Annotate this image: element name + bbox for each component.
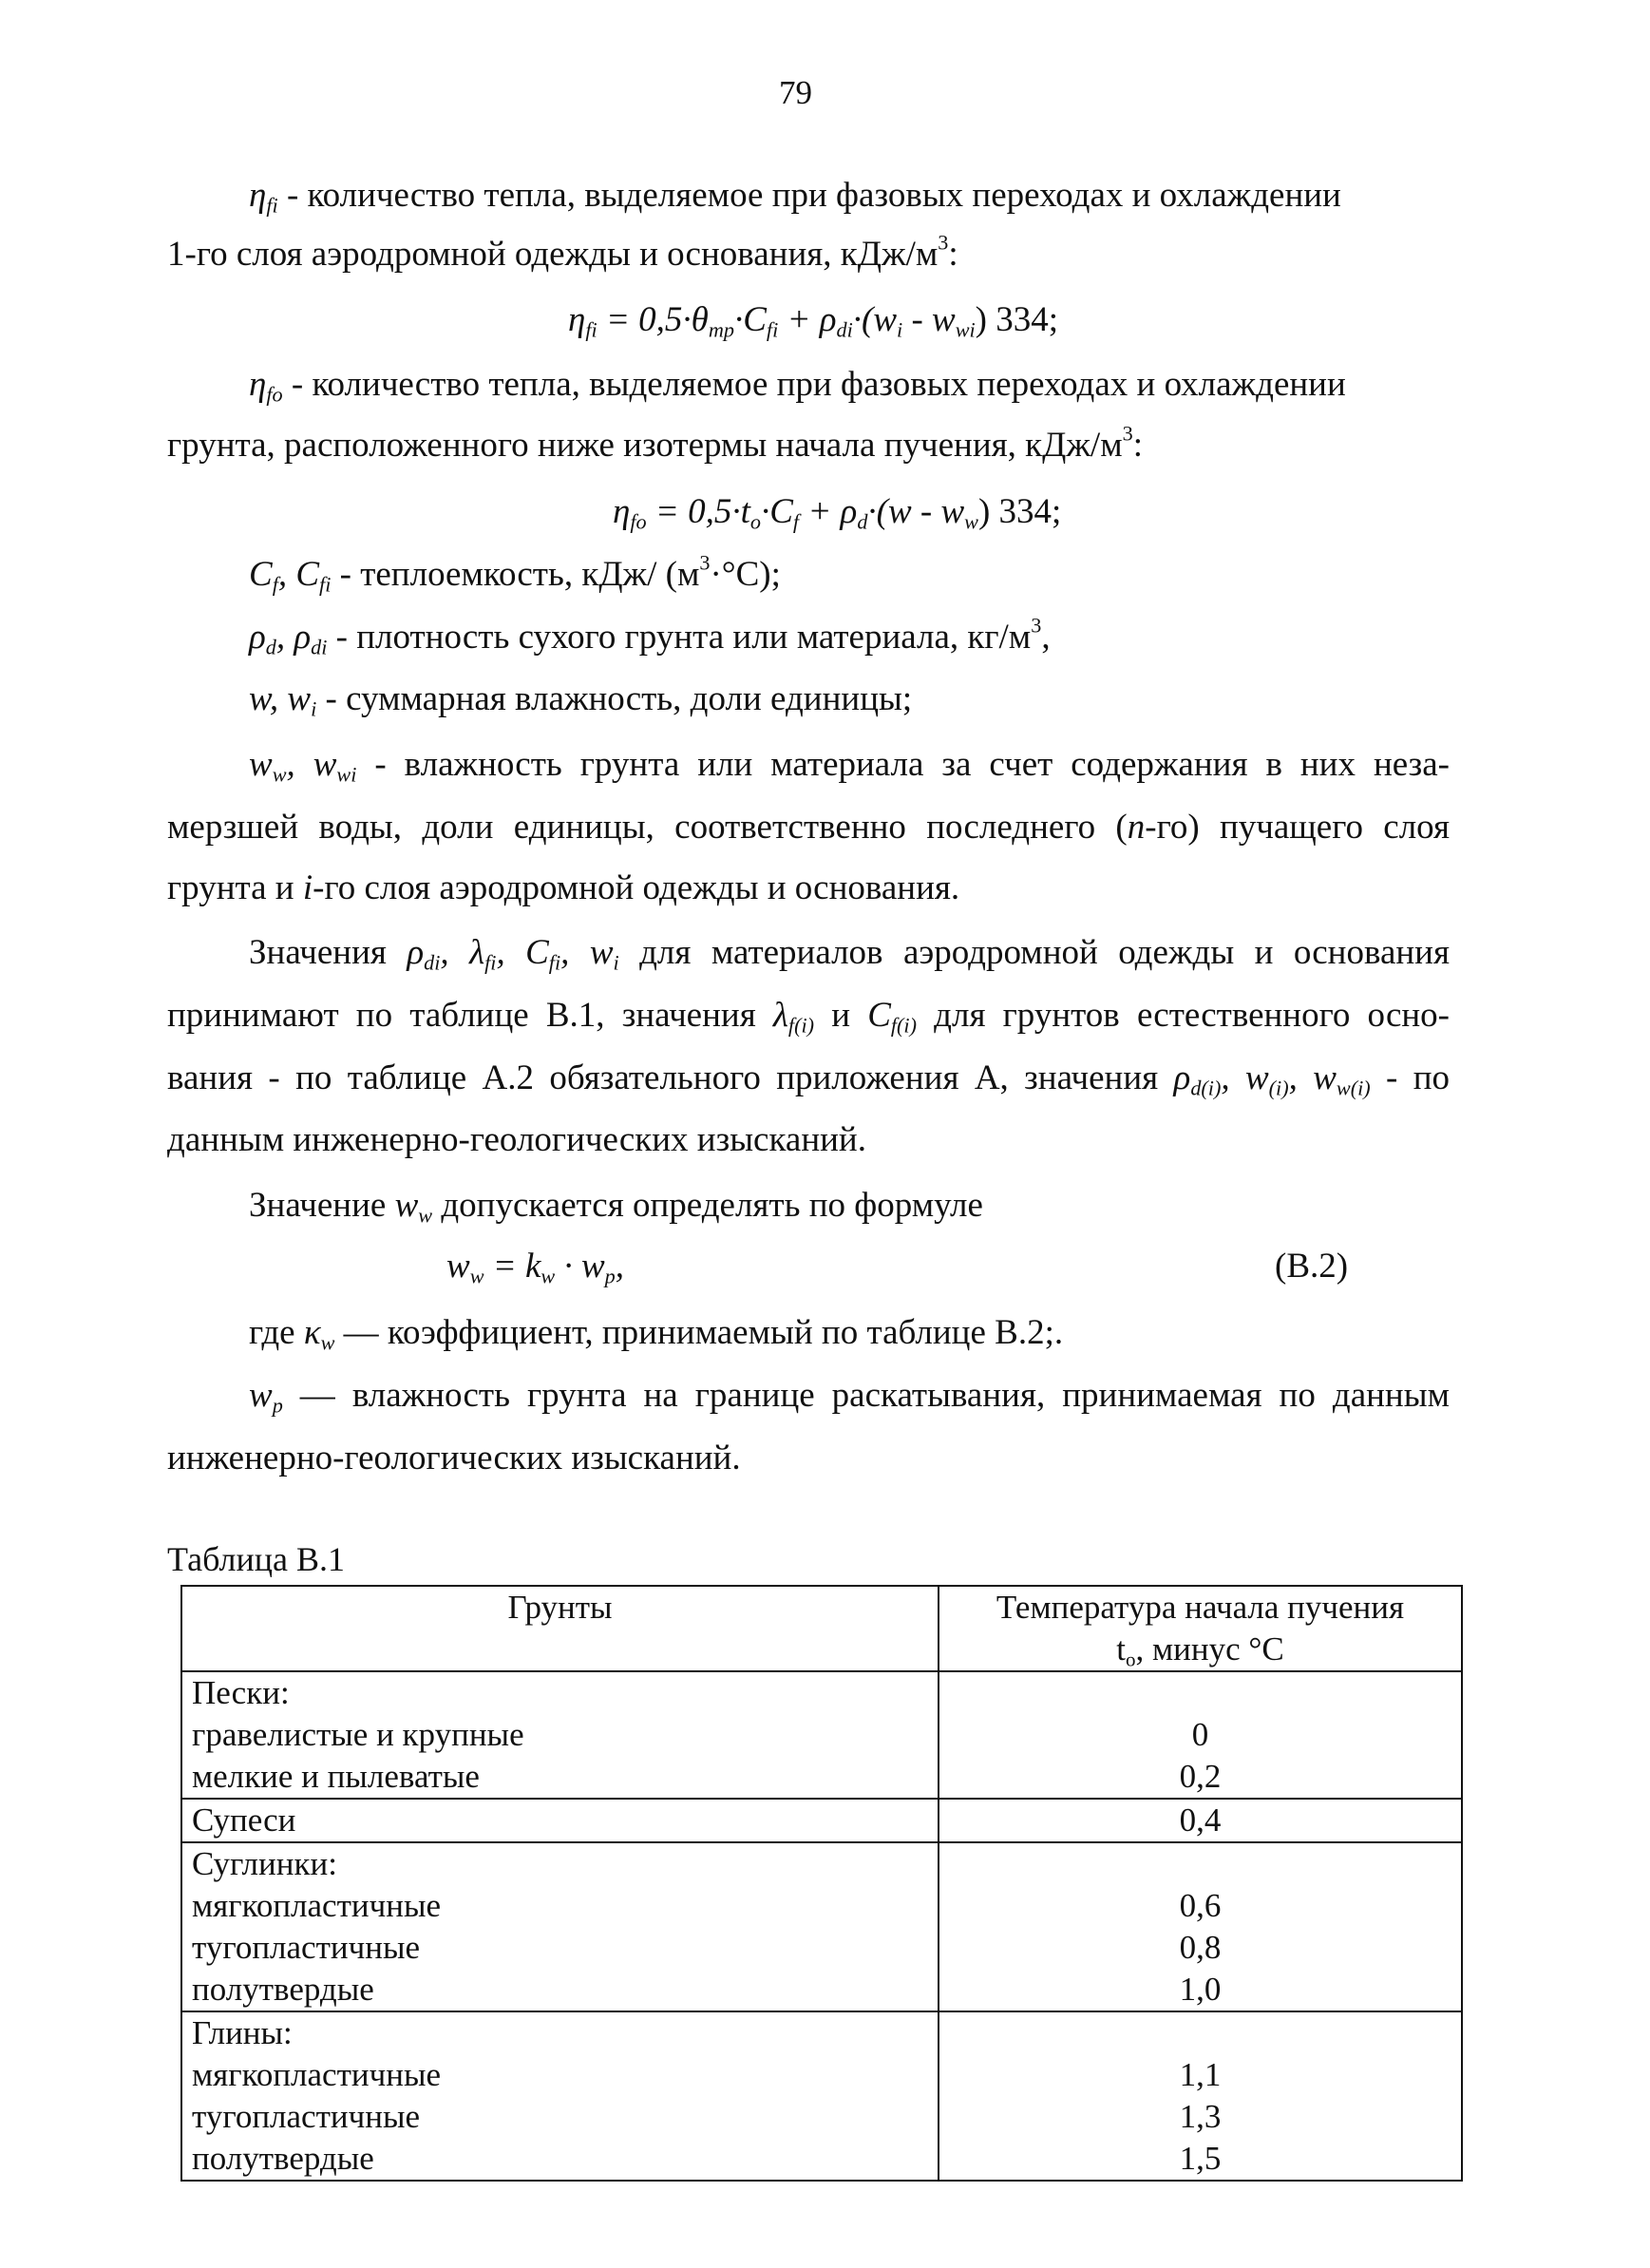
header-temperature: Температура начала пучения $t_o$, минус °С	[939, 1586, 1462, 1671]
def-heat-capacity: $C_f$, $C_{fi}$ - теплоемкость, кДж/ $(м^3\cdot^\circ С)$;	[249, 550, 781, 597]
ww-intro: Значение $w_w$ допускается определять по формуле	[249, 1186, 983, 1228]
group-sandy-loam: Супеси	[181, 1799, 939, 1842]
table-row-clays	[181, 2011, 1462, 2181]
def-moisture: w, $w_i$ - суммарная влажность, доли единицы;	[249, 679, 913, 721]
table-row-loams	[181, 1842, 1462, 2011]
group-clays: Глины: мягкопластичные тугопластичные полутвердые	[181, 2011, 939, 2181]
table-row-sands	[181, 1671, 1462, 1799]
values-paragraph-line3: вания - по таблице А.2 обязательного приложения А, значения $\rho_{d(i)}$, $w_{(i)}$, $w_{w(i)}$ - по	[167, 1058, 1451, 1100]
values-clays: 1,1 1,3 1,5	[939, 2011, 1462, 2181]
def-eta-fi-line1: $\eta_{fi}$ - количество тепла, выделяемое при фазовых переходах и охлаждении	[249, 176, 1341, 218]
def-eta-fi-line2: 1-го слоя аэродромной одежды и основания, кДж/$м^3$:	[167, 230, 958, 274]
formula-b2: $w_w = k_w \cdot w_p$,	[446, 1247, 624, 1288]
def-unfrozen-moisture-line1: $w_w$, $w_{wi}$ - влажность грунта или материала за счет содержания в них неза-	[249, 745, 1450, 787]
header-soils: Грунты	[181, 1586, 939, 1671]
value-sandy-loam: 0,4	[939, 1799, 1462, 1842]
def-wp-line1: $w_p$ — влажность грунта на границе раскатывания, принимаемая по данным	[249, 1376, 1450, 1418]
formula-eta-fo: $\eta_{fo} = 0,5\cdot t_o\cdot C_f + \rho_d\cdot(w - w_w)$ 334;	[613, 492, 1062, 534]
group-loams: Суглинки: мягкопластичные тугопластичные полутвердые	[181, 1842, 939, 2011]
table-caption: Таблица В.1	[167, 1540, 345, 1578]
page-number: 79	[779, 74, 812, 111]
values-sands: 0 0,2	[939, 1671, 1462, 1799]
def-eta-fo-line2: грунта, расположенного ниже изотермы начала пучения, кДж/$м^3$:	[167, 421, 1143, 465]
def-unfrozen-moisture-line2: мерзшей воды, доли единицы, соответственно последнего (n-го) пучащего слоя	[167, 808, 1450, 847]
values-paragraph-line4: данным инженерно-геологических изысканий.	[167, 1120, 866, 1159]
def-kw: где $\kappa_w$ — коэффициент, принимаемый по таблице В.2;.	[249, 1313, 1064, 1355]
def-eta-fo-line1: $\eta_{fo}$ - количество тепла, выделяемое при фазовых переходах и охлаждении	[249, 365, 1346, 407]
def-density: $\rho_d$, $\rho_{di}$ - плотность сухого грунта или материала, $кг/м^3$,	[249, 613, 1051, 659]
table-b1	[180, 1585, 1463, 2182]
group-sands: Пески: гравелистые и крупные мелкие и пылеватые	[181, 1671, 939, 1799]
def-unfrozen-moisture-line3: грунта и i-го слоя аэродромной одежды и основания.	[167, 868, 960, 907]
formula-b2-number: (В.2)	[1275, 1247, 1349, 1286]
formula-eta-fi: $\eta_{fi} = 0,5\cdot\theta_{mp}\cdot C_{fi} + \rho_{di}\cdot(w_i - w_{wi})$ 334;	[568, 300, 1059, 342]
values-paragraph-line2: принимают по таблице В.1, значения $\lambda_{f(i)}$ и $C_{f(i)}$ для грунтов естественного осно-	[167, 996, 1450, 1038]
values-paragraph-line1: Значения $\rho_{di}$, $\lambda_{fi}$, $C_{fi}$, $w_i$ для материалов аэродромной одежды и основания	[249, 933, 1450, 975]
def-wp-line2: инженерно-геологических изысканий.	[167, 1439, 741, 1477]
table-row-sandy-loam	[181, 1799, 1462, 1842]
table-header-row	[181, 1586, 1462, 1671]
values-loams: 0,6 0,8 1,0	[939, 1842, 1462, 2011]
